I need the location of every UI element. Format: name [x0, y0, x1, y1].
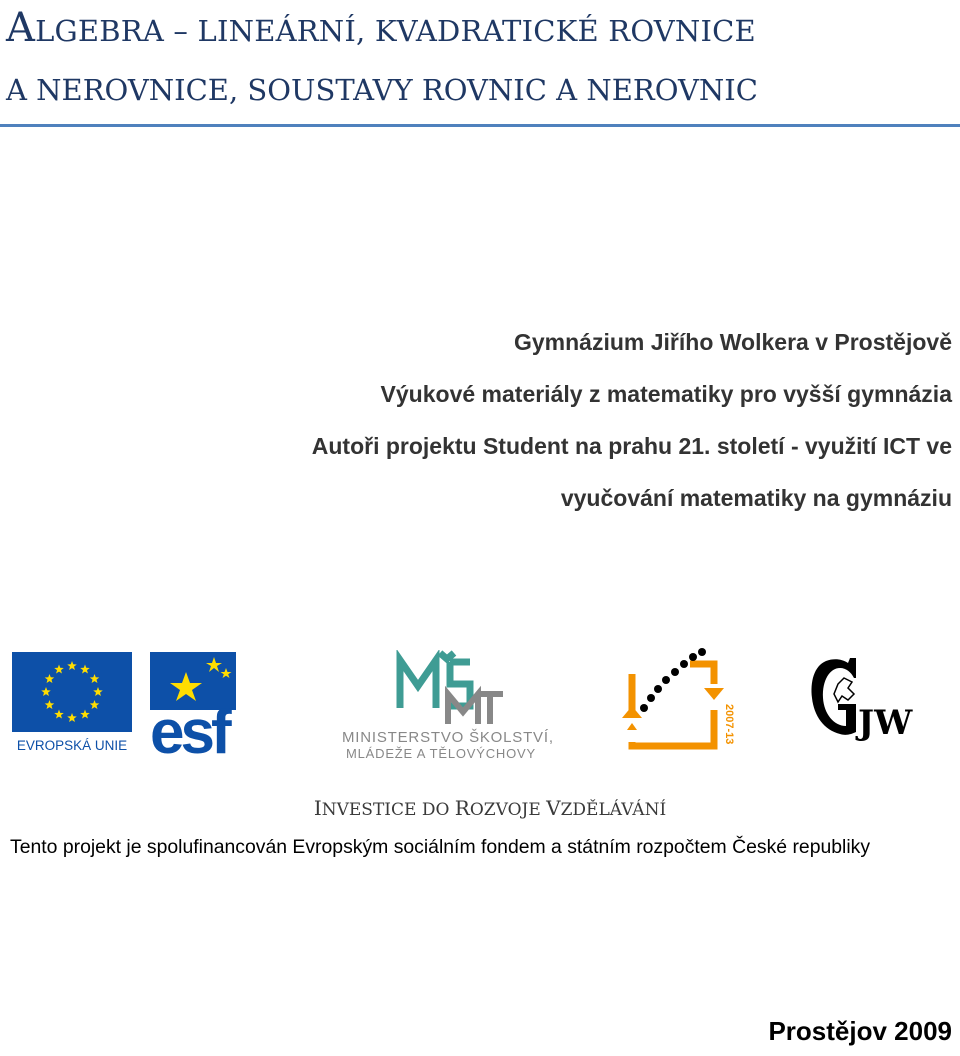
- slogan-v-rest: ZDĚLÁVÁNÍ: [560, 800, 667, 820]
- gjw-logo: [808, 654, 943, 749]
- title-line-2-text: NEROVNICE, SOUSTAVY ROVNIC A NEROVNIC: [26, 73, 758, 107]
- title-line-1: [6, 0, 956, 56]
- slogan-r: R: [454, 796, 470, 820]
- title-line-2-initial: A: [6, 73, 27, 107]
- msmt-line-2: MLÁDEŽE A TĚLOVÝCHOVY: [346, 746, 536, 760]
- op-years: 2007-13: [723, 704, 735, 745]
- msmt-logo: [338, 650, 558, 765]
- place-year: Prostějov 2009: [768, 1016, 952, 1046]
- slogan-r-rest: OZVOJE: [469, 800, 547, 820]
- op-icon: [618, 644, 740, 750]
- title-line-1-text: LGEBRA – LINEÁRNÍ, KVADRATICKÉ ROVNICE: [35, 14, 756, 48]
- author-block: [72, 316, 952, 524]
- eu-label: EVROPSKÁ UNIE: [16, 738, 128, 753]
- op-logo: [618, 644, 740, 755]
- msmt-line-1: MINISTERSTVO ŠKOLSTVÍ,: [342, 729, 554, 746]
- slogan-i-rest: NVESTICE DO: [321, 800, 455, 820]
- esf-text: esf: [150, 698, 228, 754]
- logos-row: [0, 640, 960, 770]
- project-line-2: vyučování matematiky na gymnáziu: [560, 485, 952, 511]
- investice-slogan: [0, 796, 960, 820]
- financing-note: Tento projekt je spolufinancován Evropským sociálním fondem a státním rozpočtem České republiky: [10, 836, 871, 858]
- school-name: Gymnázium Jiřího Wolkera v Prostějově: [514, 329, 952, 355]
- eu-logo: [12, 652, 132, 759]
- title-divider: [0, 124, 960, 127]
- esf-icon: [150, 652, 265, 754]
- title-line-2: [6, 62, 956, 118]
- slogan-v: V: [546, 796, 561, 820]
- slogan-i: I: [313, 796, 322, 820]
- title-initial: A: [6, 5, 36, 51]
- materials-subtitle: Výukové materiály z matematiky pro vyšší gymnázia: [380, 381, 952, 407]
- document-title: [6, 0, 956, 118]
- eu-flag-icon: [12, 652, 132, 754]
- gjw-text: JW: [858, 703, 913, 743]
- msmt-icon: [338, 650, 558, 760]
- project-line-1: Autoři projektu Student na prahu 21. století - využití ICT ve: [311, 433, 952, 459]
- esf-logo: [150, 652, 265, 759]
- gjw-icon: [808, 654, 943, 744]
